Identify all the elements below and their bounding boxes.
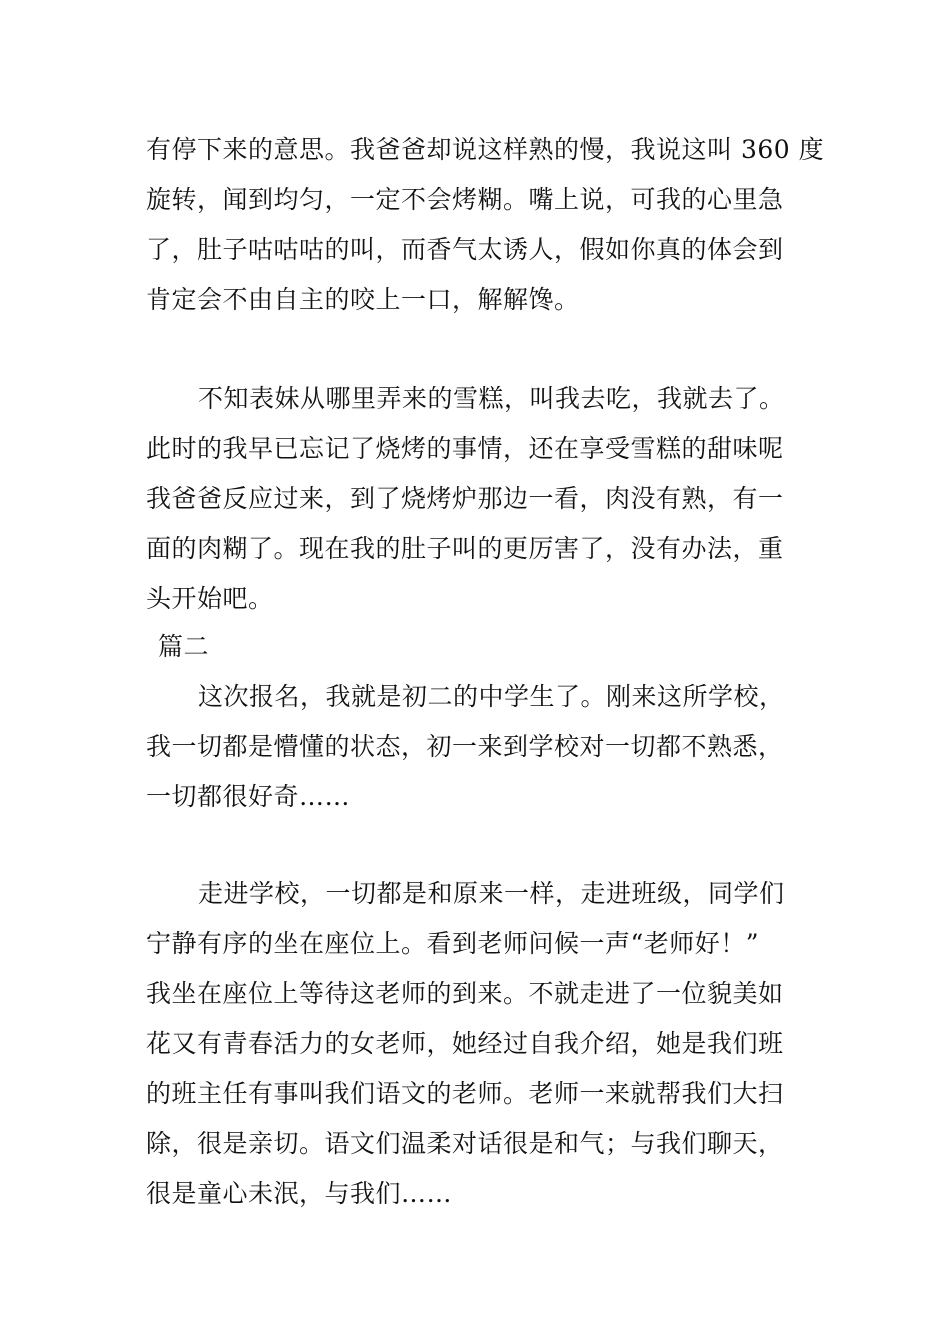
text-line: 不知表妹从哪里弄来的雪糕，叫我去吃，我就去了。: [198, 384, 785, 413]
text-line: 一切都很好奇……: [146, 782, 351, 811]
text-line: 头开始吧。: [146, 584, 274, 613]
section-heading: 篇二: [158, 632, 210, 661]
text-line: 面的肉糊了。现在我的肚子叫的更厉害了，没有办法，重: [146, 534, 784, 563]
text-line: 花又有青春活力的女老师，她经过自我介绍，她是我们班: [146, 1029, 784, 1058]
text-line: 的班主任有事叫我们语文的老师。老师一来就帮我们大扫: [146, 1079, 784, 1108]
text-line: 有停下来的意思。我爸爸却说这样熟的慢，我说这叫 360 度: [146, 135, 825, 164]
text-line: 走进学校，一切都是和原来一样，走进班级，同学们: [198, 879, 785, 908]
text-line: 我一切都是懵懂的状态，初一来到学校对一切都不熟悉，: [146, 732, 784, 761]
text-line: 宁静有序的坐在座位上。看到老师问候一声“老师好！”: [146, 929, 760, 958]
text-line: 我坐在座位上等待这老师的到来。不就走进了一位貌美如: [146, 979, 784, 1008]
text-line: 很是童心未泯，与我们……: [146, 1179, 453, 1208]
text-line: 旋转，闻到均匀，一定不会烤糊。嘴上说，可我的心里急: [146, 185, 784, 214]
text-line: 肯定会不由自主的咬上一口，解解馋。: [146, 285, 580, 314]
text-line: 此时的我早已忘记了烧烤的事情，还在享受雪糕的甜味呢: [146, 434, 784, 463]
text-line: 除，很是亲切。语文们温柔对话很是和气；与我们聊天，: [146, 1129, 784, 1158]
text-line: 了，肚子咕咕咕的叫，而香气太诱人，假如你真的体会到: [146, 235, 784, 264]
text-line: 这次报名，我就是初二的中学生了。刚来这所学校，: [198, 682, 785, 711]
text-line: 我爸爸反应过来，到了烧烤炉那边一看，肉没有熟，有一: [146, 484, 784, 513]
